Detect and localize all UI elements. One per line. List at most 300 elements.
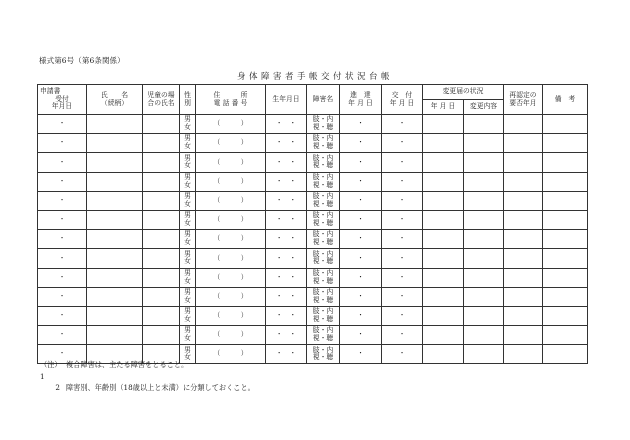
app-date-cell: [38, 115, 87, 134]
header-application-3: 年月日: [51, 102, 73, 111]
sex-option: 女: [184, 334, 191, 343]
phone-paren: （: [213, 176, 221, 185]
note-2-text: 障害別、年齢別（18歳以上と未満）に分類しておくこと。: [66, 383, 255, 392]
sex-option: 男: [184, 192, 191, 201]
birth-date-cell: [266, 153, 307, 172]
sex-option: 男: [184, 153, 191, 162]
app-date-mark: ・: [58, 291, 66, 300]
transmit-date-cell: [340, 287, 382, 306]
issue-date-cell: [382, 306, 423, 325]
app-date-mark: ・: [58, 215, 66, 224]
name-cell: [87, 115, 143, 134]
child-name-cell: [143, 134, 180, 153]
child-name-cell: [143, 249, 180, 268]
issue-date-mark: ・: [398, 291, 406, 300]
sex-option: 男: [184, 287, 191, 296]
issue-date-mark: ・: [398, 234, 406, 243]
disability-cell: [307, 249, 340, 268]
transmit-date-cell: [340, 191, 382, 210]
issue-date-cell: [382, 345, 423, 364]
birth-date-cell: [266, 345, 307, 364]
app-date-cell: [38, 249, 87, 268]
header-disability: 障害名: [307, 85, 340, 115]
sex-option: 男: [184, 307, 191, 316]
address-phone-cell: [196, 153, 266, 172]
sex-cell: [180, 210, 196, 229]
phone-paren: ）: [240, 176, 248, 185]
header-reassess-1: 再認定の: [509, 90, 537, 99]
reassess-cell: [504, 115, 543, 134]
transmit-date-mark: ・: [357, 253, 364, 262]
phone-paren: （: [213, 272, 221, 281]
phone-parens: [214, 293, 248, 301]
remarks-cell: [543, 306, 588, 325]
phone-parens: [214, 197, 248, 205]
app-date-mark: ・: [58, 330, 66, 339]
sex-option: 女: [184, 219, 191, 228]
reassess-cell: [504, 249, 543, 268]
app-date-cell: [38, 326, 87, 345]
change-date-cell: [423, 287, 464, 306]
note-2: [40, 382, 255, 394]
phone-paren: （: [213, 119, 221, 128]
phone-paren: （: [213, 138, 221, 147]
phone-paren: ）: [240, 215, 248, 224]
phone-parens: [214, 350, 248, 358]
table-row: [38, 326, 588, 345]
disability-option: 肢・内: [312, 192, 334, 201]
issue-date-cell: [382, 134, 423, 153]
header-reassess: [504, 85, 543, 115]
name-cell: [87, 287, 143, 306]
disability-option: 肢・内: [312, 134, 334, 143]
change-content-cell: [464, 230, 504, 249]
header-transmit-1: 進 達: [350, 90, 371, 99]
disability-option: 肢・内: [312, 307, 334, 316]
birth-date-mark: ・ ・: [275, 215, 297, 224]
child-name-cell: [143, 306, 180, 325]
name-cell: [87, 134, 143, 153]
phone-parens: [214, 178, 248, 186]
phone-paren: ）: [240, 119, 248, 128]
header-reassess-2: 要否年月: [509, 98, 537, 107]
header-application-2: 受付: [55, 94, 69, 103]
remarks-cell: [543, 134, 588, 153]
sex-cell: [180, 268, 196, 287]
transmit-date-mark: ・: [357, 330, 364, 339]
phone-paren: ）: [240, 311, 248, 320]
issue-date-cell: [382, 230, 423, 249]
reassess-cell: [504, 134, 543, 153]
header-transmit: [340, 85, 382, 115]
child-name-cell: [143, 268, 180, 287]
issue-date-mark: ・: [398, 195, 406, 204]
address-phone-cell: [196, 172, 266, 191]
disability-option: 視・聴: [312, 276, 334, 285]
phone-paren: （: [213, 253, 221, 262]
remarks-cell: [543, 268, 588, 287]
app-date-cell: [38, 172, 87, 191]
remarks-cell: [543, 249, 588, 268]
sex-option: 男: [184, 211, 191, 220]
change-date-cell: [423, 230, 464, 249]
address-phone-cell: [196, 191, 266, 210]
phone-parens: [214, 159, 248, 167]
sex-option: 女: [184, 199, 191, 208]
disability-cell: [307, 306, 340, 325]
birth-date-cell: [266, 134, 307, 153]
change-date-cell: [423, 306, 464, 325]
transmit-date-cell: [340, 210, 382, 229]
issue-date-mark: ・: [398, 311, 406, 320]
disability-option: 肢・内: [312, 268, 334, 277]
change-content-cell: [464, 306, 504, 325]
change-date-cell: [423, 134, 464, 153]
change-date-cell: [423, 172, 464, 191]
remarks-cell: [543, 172, 588, 191]
phone-parens: [214, 274, 248, 282]
disability-option: 視・聴: [312, 199, 334, 208]
issue-date-mark: ・: [398, 272, 406, 281]
disability-option: 肢・内: [312, 345, 334, 354]
sex-option: 女: [184, 314, 191, 323]
remarks-cell: [543, 115, 588, 134]
header-child-name: [143, 85, 180, 115]
birth-date-cell: [266, 191, 307, 210]
header-application-text: 申請書: [40, 86, 61, 95]
issue-date-mark: ・: [398, 157, 406, 166]
disability-cell: [307, 345, 340, 364]
reassess-cell: [504, 345, 543, 364]
phone-parens: [214, 235, 248, 243]
header-issue-2: 年 月 日: [389, 98, 415, 107]
disability-option: 肢・内: [312, 115, 334, 124]
sex-option: 女: [184, 238, 191, 247]
reassess-cell: [504, 191, 543, 210]
sex-cell: [180, 230, 196, 249]
phone-paren: （: [213, 311, 221, 320]
sex-option: 男: [184, 345, 191, 354]
transmit-date-mark: ・: [357, 234, 364, 243]
table-row: [38, 287, 588, 306]
issue-date-cell: [382, 326, 423, 345]
reassess-cell: [504, 287, 543, 306]
disability-option: 肢・内: [312, 172, 334, 181]
transmit-date-mark: ・: [357, 138, 364, 147]
transmit-date-mark: ・: [357, 272, 364, 281]
change-content-cell: [464, 115, 504, 134]
table-row: [38, 172, 588, 191]
issue-date-cell: [382, 172, 423, 191]
child-name-cell: [143, 153, 180, 172]
disability-option: 肢・内: [312, 153, 334, 162]
disability-option: 視・聴: [312, 353, 334, 362]
disability-option: 視・聴: [312, 123, 334, 132]
header-application: [38, 85, 87, 115]
sex-option: 女: [184, 123, 191, 132]
disability-option: 肢・内: [312, 287, 334, 296]
form-number-label: 様式第6号（第6条関係）: [39, 56, 125, 65]
disability-cell: [307, 134, 340, 153]
remarks-cell: [543, 191, 588, 210]
transmit-date-cell: [340, 153, 382, 172]
address-phone-cell: [196, 306, 266, 325]
disability-option: 視・聴: [312, 142, 334, 151]
sex-cell: [180, 134, 196, 153]
phone-paren: ）: [240, 253, 248, 262]
header-sex-2: 別: [184, 98, 191, 107]
header-change-content: 変更内容: [464, 100, 504, 115]
phone-paren: （: [213, 195, 221, 204]
birth-date-mark: ・ ・: [275, 138, 297, 147]
sex-cell: [180, 191, 196, 210]
birth-date-mark: ・ ・: [275, 330, 297, 339]
issue-date-cell: [382, 115, 423, 134]
sex-option: 男: [184, 115, 191, 124]
transmit-date-cell: [340, 345, 382, 364]
sex-option: 女: [184, 257, 191, 266]
app-date-cell: [38, 191, 87, 210]
header-issue: [382, 85, 423, 115]
issue-date-cell: [382, 287, 423, 306]
name-cell: [87, 230, 143, 249]
issue-date-mark: ・: [398, 176, 406, 185]
sex-cell: [180, 115, 196, 134]
child-name-cell: [143, 230, 180, 249]
note-1-label: （注）1: [40, 360, 62, 381]
birth-date-mark: ・ ・: [275, 291, 297, 300]
transmit-date-cell: [340, 249, 382, 268]
transmit-date-cell: [340, 172, 382, 191]
header-child-name-1: 児童の場: [147, 90, 175, 99]
sex-option: 女: [184, 276, 191, 285]
birth-date-mark: ・ ・: [275, 195, 297, 204]
name-cell: [87, 210, 143, 229]
notes: [40, 359, 255, 394]
disability-cell: [307, 115, 340, 134]
phone-paren: ）: [240, 234, 248, 243]
remarks-cell: [543, 326, 588, 345]
transmit-date-cell: [340, 268, 382, 287]
birth-date-cell: [266, 249, 307, 268]
birth-date-mark: ・ ・: [275, 119, 297, 128]
name-cell: [87, 191, 143, 210]
address-phone-cell: [196, 326, 266, 345]
sex-option: 男: [184, 172, 191, 181]
birth-date-cell: [266, 287, 307, 306]
header-birth: 生年月日: [266, 85, 307, 115]
transmit-date-cell: [340, 326, 382, 345]
disability-option: 肢・内: [312, 211, 334, 220]
birth-date-cell: [266, 306, 307, 325]
disability-option: 視・聴: [312, 219, 334, 228]
birth-date-cell: [266, 210, 307, 229]
disability-cell: [307, 153, 340, 172]
reassess-cell: [504, 306, 543, 325]
sex-option: 女: [184, 295, 191, 304]
app-date-cell: [38, 153, 87, 172]
phone-parens: [214, 216, 248, 224]
reassess-cell: [504, 326, 543, 345]
transmit-date-cell: [340, 306, 382, 325]
reassess-cell: [504, 172, 543, 191]
header-name-1: 氏 名: [100, 90, 129, 99]
disability-option: 肢・内: [312, 230, 334, 239]
remarks-cell: [543, 210, 588, 229]
address-phone-cell: [196, 287, 266, 306]
change-content-cell: [464, 191, 504, 210]
table-row: [38, 268, 588, 287]
birth-date-cell: [266, 326, 307, 345]
document-title: 身体障害者手帳交付状況台帳: [236, 72, 393, 82]
sex-cell: [180, 172, 196, 191]
app-date-mark: ・: [58, 253, 66, 262]
disability-option: 視・聴: [312, 180, 334, 189]
phone-paren: ）: [240, 291, 248, 300]
phone-parens: [214, 331, 248, 339]
app-date-cell: [38, 268, 87, 287]
change-content-cell: [464, 326, 504, 345]
phone-parens: [214, 255, 248, 263]
issue-date-cell: [382, 249, 423, 268]
header-sex: [180, 85, 196, 115]
header-transmit-2: 年 月 日: [348, 98, 373, 107]
sex-option: 男: [184, 268, 191, 277]
app-date-mark: ・: [58, 157, 66, 166]
sex-option: 女: [184, 161, 191, 170]
disability-option: 肢・内: [312, 326, 334, 335]
change-content-cell: [464, 268, 504, 287]
sex-option: 女: [184, 353, 191, 362]
child-name-cell: [143, 191, 180, 210]
app-date-mark: ・: [58, 195, 66, 204]
transmit-date-cell: [340, 115, 382, 134]
name-cell: [87, 326, 143, 345]
phone-paren: ）: [240, 330, 248, 339]
header-sex-1: 性: [184, 90, 191, 99]
sex-option: 女: [184, 180, 191, 189]
address-phone-cell: [196, 268, 266, 287]
app-date-cell: [38, 210, 87, 229]
remarks-cell: [543, 345, 588, 364]
disability-option: 視・聴: [312, 238, 334, 247]
disability-option: 視・聴: [312, 257, 334, 266]
change-date-cell: [423, 153, 464, 172]
app-date-mark: ・: [58, 176, 66, 185]
app-date-mark: ・: [58, 349, 66, 358]
birth-date-mark: ・ ・: [275, 234, 297, 243]
change-content-cell: [464, 134, 504, 153]
issue-date-mark: ・: [398, 253, 406, 262]
app-date-cell: [38, 287, 87, 306]
sex-cell: [180, 287, 196, 306]
table-row: [38, 306, 588, 325]
issue-date-mark: ・: [398, 330, 406, 339]
address-phone-cell: [196, 115, 266, 134]
sex-option: 男: [184, 326, 191, 335]
issue-date-mark: ・: [398, 138, 406, 147]
change-date-cell: [423, 268, 464, 287]
app-date-cell: [38, 306, 87, 325]
issue-date-mark: ・: [398, 119, 406, 128]
disability-option: 視・聴: [312, 295, 334, 304]
birth-date-cell: [266, 230, 307, 249]
change-content-cell: [464, 345, 504, 364]
transmit-date-mark: ・: [357, 349, 364, 358]
change-date-cell: [423, 115, 464, 134]
sex-option: 男: [184, 230, 191, 239]
child-name-cell: [143, 287, 180, 306]
transmit-date-mark: ・: [357, 176, 364, 185]
phone-paren: （: [213, 215, 221, 224]
header-change-date: 年 月 日: [423, 100, 464, 115]
table-row: [38, 210, 588, 229]
ledger-table: [37, 84, 588, 364]
phone-paren: （: [213, 349, 221, 358]
phone-paren: ）: [240, 272, 248, 281]
remarks-cell: [543, 153, 588, 172]
transmit-date-mark: ・: [357, 195, 364, 204]
phone-paren: ）: [240, 157, 248, 166]
change-date-cell: [423, 210, 464, 229]
transmit-date-mark: ・: [357, 311, 364, 320]
disability-option: 肢・内: [312, 249, 334, 258]
birth-date-mark: ・ ・: [275, 157, 297, 166]
remarks-cell: [543, 230, 588, 249]
app-date-mark: ・: [58, 311, 66, 320]
issue-date-mark: ・: [398, 215, 406, 224]
transmit-date-mark: ・: [357, 215, 364, 224]
address-phone-cell: [196, 210, 266, 229]
change-content-cell: [464, 153, 504, 172]
header-issue-1: 交 付: [391, 90, 413, 99]
sex-option: 男: [184, 249, 191, 258]
note-1: [40, 359, 255, 382]
disability-cell: [307, 191, 340, 210]
table-row: [38, 249, 588, 268]
note-2-label: 2: [55, 383, 60, 392]
app-date-cell: [38, 230, 87, 249]
birth-date-mark: ・ ・: [275, 311, 297, 320]
sex-cell: [180, 306, 196, 325]
app-date-mark: ・: [58, 234, 66, 243]
header-child-name-2: 合の氏名: [147, 98, 175, 107]
address-phone-cell: [196, 230, 266, 249]
phone-paren: （: [213, 157, 221, 166]
issue-date-cell: [382, 191, 423, 210]
transmit-date-mark: ・: [357, 291, 364, 300]
birth-date-cell: [266, 115, 307, 134]
phone-parens: [214, 312, 248, 320]
sex-option: 男: [184, 134, 191, 143]
phone-paren: ）: [240, 349, 248, 358]
issue-date-cell: [382, 268, 423, 287]
remarks-cell: [543, 287, 588, 306]
name-cell: [87, 172, 143, 191]
address-phone-cell: [196, 134, 266, 153]
transmit-date-cell: [340, 230, 382, 249]
reassess-cell: [504, 153, 543, 172]
name-cell: [87, 153, 143, 172]
birth-date-mark: ・ ・: [275, 176, 297, 185]
table-row: [38, 230, 588, 249]
disability-cell: [307, 230, 340, 249]
birth-date-mark: ・ ・: [275, 272, 297, 281]
reassess-cell: [504, 230, 543, 249]
disability-cell: [307, 268, 340, 287]
header-address: [196, 85, 266, 115]
child-name-cell: [143, 210, 180, 229]
